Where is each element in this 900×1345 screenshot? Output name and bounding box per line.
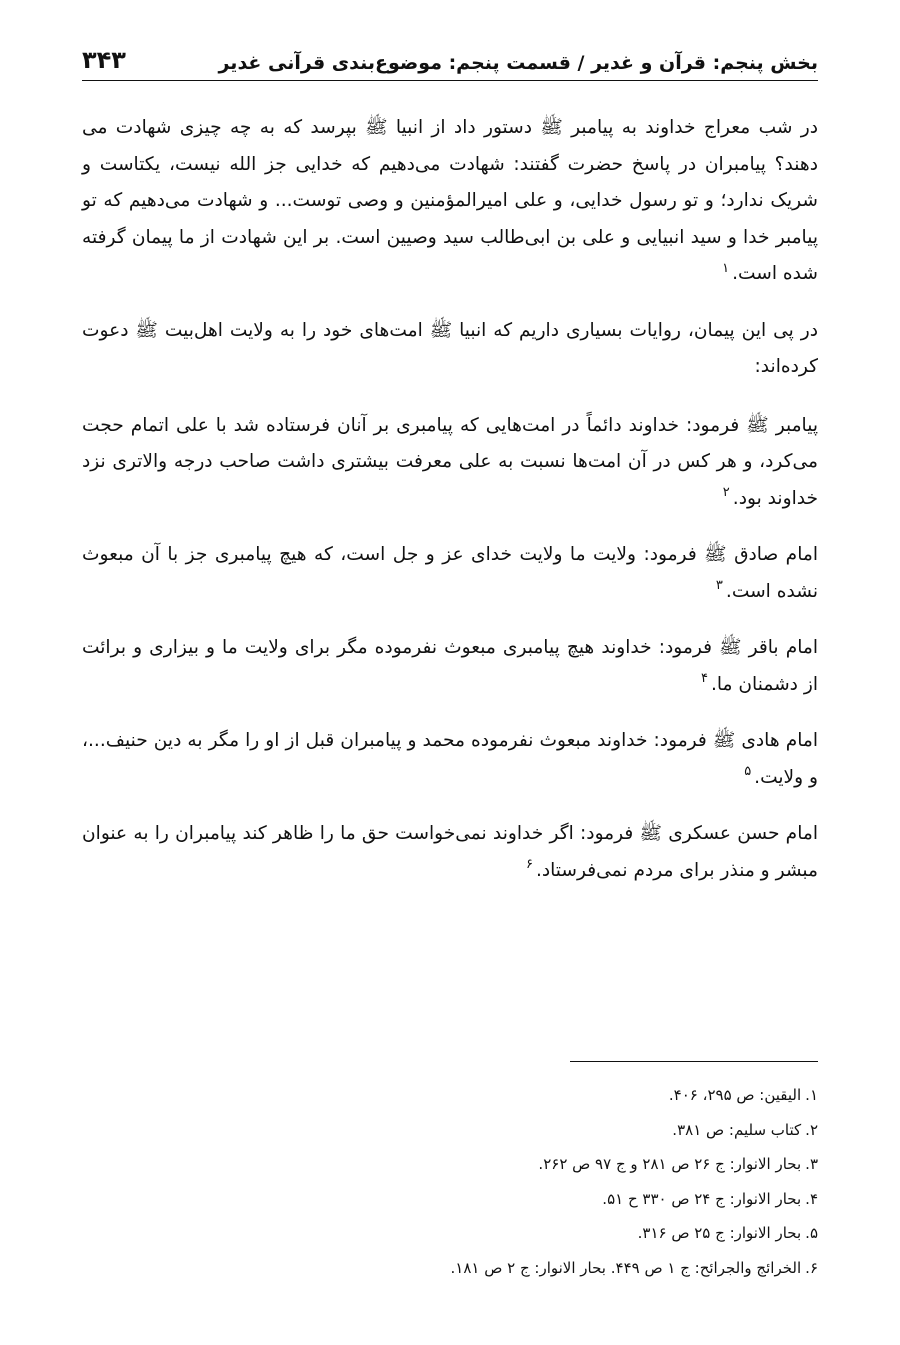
footnote-ref: ۱ — [722, 260, 730, 276]
footnote: ۶.الخرائج والجرائح: ج ۱ ص ۴۴۹. بحار الانوار: ج ۲ ص ۱۸۱. — [450, 1258, 818, 1277]
running-header — [82, 34, 818, 81]
paragraph: در شب معراج خداوند به پیامبر ﷺ دستور داد از انبیا ﷺ بپرسد که به چه چیزی شهادت می دهند؟ پیامبران در پاسخ حضرت گفتند: شهادت می‌دهیم که خدایی جز الله نیست، یکتاست و شریک ندارد؛ و تو رسول خدایی، و علی امیرالمؤمنین و وصی توست... و شهادت می‌دهیم که تو پیامبر خدا و سید انبیایی و علی بن ابی‌طالب سید وصیین است. بر این شهادت از ما پیمان گرفته شده است.$^۱$ — [82, 117, 818, 284]
footnote-ref: ۳ — [715, 578, 723, 594]
footnotes — [82, 1078, 818, 1285]
book-page — [82, 0, 818, 1345]
footnote: ۳.بحار الانوار: ج ۲۶ ص ۲۸۱ و ج ۹۷ ص ۲۶۲. — [538, 1155, 818, 1173]
footnote: ۲.کتاب سلیم: ص ۳۸۱. — [672, 1120, 818, 1139]
paragraph: امام صادق ﷺ فرمود: ولایت ما ولایت خدای عز و جل است، که هیچ پیامبری جز با آن مبعوث نشده است.$^۳$ — [82, 544, 818, 602]
footnote: ۴.بحار الانوار: ج ۲۴ ص ۳۳۰ ح ۵۱. — [602, 1189, 818, 1208]
paragraph: پیامبر ﷺ فرمود: خداوند دائماً در امت‌هایی که پیامبری بر آنان فرستاده شد با علی اتمام حجت می‌کرد، و هر کس در آن امت‌ها نسبت به علی معرفت بیشتری داشت صاحب درجه والاتری نزد خداوند بود.$^۲$ — [82, 414, 818, 509]
footnote-ref: ۲ — [722, 485, 730, 501]
footnote: ۱.الیقین: ص ۲۹۵، ۴۰۶. — [668, 1086, 818, 1104]
body-text — [82, 110, 818, 909]
paragraph: امام باقر ﷺ فرمود: خداوند هیچ پیامبری مبعوث نفرموده مگر برای ولایت ما و بیزاری و برائت از دشمنان ما.$^۴$ — [82, 637, 818, 695]
paragraph: در پی این پیمان، روایات بسیاری داریم که انبیا ﷺ امت‌های خود را به ولایت اهل‌بیت ﷺ دعوت کرده‌اند: — [82, 319, 818, 377]
page-number: ۳۴۳ — [82, 46, 126, 74]
running-title: بخش پنجم: قرآن و غدیر / قسمت پنجم: موضوع‌بندی قرآنی غدیر — [218, 52, 818, 74]
paragraph: امام حسن عسکری ﷺ فرمود: اگر خداوند نمی‌خواست حق ما را ظاهر کند پیامبران را به عنوان مبشر و منذر برای مردم نمی‌فرستاد.$^۶$ — [82, 823, 818, 881]
footnote-ref: ۴ — [700, 671, 708, 687]
footnote: ۵.بحار الانوار: ج ۲۵ ص ۳۱۶. — [637, 1224, 818, 1242]
footnote-ref: ۶ — [525, 857, 533, 873]
footnote-divider — [570, 1061, 818, 1062]
paragraph: امام هادی ﷺ فرمود: خداوند مبعوث نفرموده محمد و پیامبران قبل از او را مگر به دین حنیف...، و ولایت.$^۵$ — [82, 730, 818, 788]
footnote-ref: ۵ — [744, 764, 752, 780]
